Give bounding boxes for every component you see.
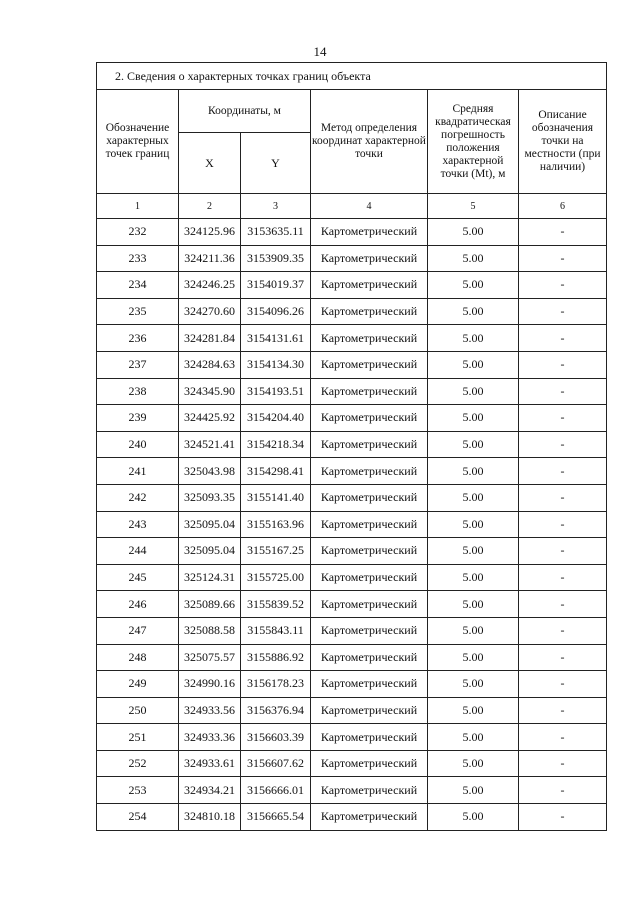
coord-x-cell: 324345.90: [179, 378, 241, 405]
coord-x-cell: 324990.16: [179, 671, 241, 698]
table-row: [97, 245, 607, 272]
accuracy-cell: 5.00: [428, 431, 519, 458]
table-row: [97, 750, 607, 777]
coord-y-cell: 3156178.23: [241, 671, 311, 698]
description-cell: -: [519, 378, 607, 405]
coord-x-cell: 325088.58: [179, 617, 241, 644]
point-id-cell: 242: [97, 484, 179, 511]
table-row: [97, 298, 607, 325]
accuracy-cell: 5.00: [428, 325, 519, 352]
column-number: 6: [519, 194, 607, 219]
header-x: X: [179, 133, 241, 194]
coord-y-cell: 3156665.54: [241, 804, 311, 831]
page-number: 14: [313, 44, 327, 59]
description-cell: -: [519, 298, 607, 325]
description-cell: -: [519, 484, 607, 511]
coord-x-cell: 324284.63: [179, 351, 241, 378]
method-cell: Картометрический: [311, 351, 428, 378]
accuracy-cell: 5.00: [428, 378, 519, 405]
table-row: [97, 564, 607, 591]
description-cell: -: [519, 617, 607, 644]
description-cell: -: [519, 219, 607, 246]
description-cell: -: [519, 671, 607, 698]
accuracy-cell: 5.00: [428, 591, 519, 618]
table-row: [97, 804, 607, 831]
accuracy-cell: 5.00: [428, 697, 519, 724]
section-title: 2. Сведения о характерных точках границ объекта: [97, 63, 607, 90]
table-row: [97, 458, 607, 485]
accuracy-cell: 5.00: [428, 671, 519, 698]
coord-y-cell: 3154131.61: [241, 325, 311, 352]
header-coordinates: Координаты, м: [179, 90, 311, 133]
description-cell: -: [519, 405, 607, 432]
accuracy-cell: 5.00: [428, 777, 519, 804]
point-id-cell: 244: [97, 538, 179, 565]
coord-y-cell: 3156666.01: [241, 777, 311, 804]
description-cell: -: [519, 431, 607, 458]
point-id-cell: 234: [97, 272, 179, 299]
method-cell: Картометрический: [311, 591, 428, 618]
description-cell: -: [519, 325, 607, 352]
accuracy-cell: 5.00: [428, 511, 519, 538]
method-cell: Картометрический: [311, 697, 428, 724]
point-id-cell: 235: [97, 298, 179, 325]
point-id-cell: 254: [97, 804, 179, 831]
coord-x-cell: 324211.36: [179, 245, 241, 272]
method-cell: Картометрический: [311, 458, 428, 485]
coord-x-cell: 325095.04: [179, 538, 241, 565]
description-cell: -: [519, 511, 607, 538]
coord-x-cell: 324281.84: [179, 325, 241, 352]
coord-y-cell: 3154019.37: [241, 272, 311, 299]
coord-y-cell: 3155843.11: [241, 617, 311, 644]
accuracy-cell: 5.00: [428, 484, 519, 511]
description-cell: -: [519, 750, 607, 777]
coord-x-cell: 324933.36: [179, 724, 241, 751]
point-id-cell: 253: [97, 777, 179, 804]
table-row: [97, 378, 607, 405]
method-cell: Картометрический: [311, 617, 428, 644]
description-cell: -: [519, 245, 607, 272]
method-cell: Картометрический: [311, 564, 428, 591]
coord-y-cell: 3154193.51: [241, 378, 311, 405]
header-designation: Обозначение характерных точек границ: [97, 90, 179, 194]
accuracy-cell: 5.00: [428, 219, 519, 246]
column-number: 3: [241, 194, 311, 219]
coord-y-cell: 3154204.40: [241, 405, 311, 432]
table-row: [97, 724, 607, 751]
method-cell: Картометрический: [311, 750, 428, 777]
coord-y-cell: 3155839.52: [241, 591, 311, 618]
accuracy-cell: 5.00: [428, 724, 519, 751]
point-id-cell: 246: [97, 591, 179, 618]
accuracy-cell: 5.00: [428, 272, 519, 299]
header-accuracy: Средняя квадратическая погрешность положения характерной точки (Mt), м: [428, 90, 519, 194]
table-row: [97, 351, 607, 378]
coord-y-cell: 3153909.35: [241, 245, 311, 272]
method-cell: Картометрический: [311, 777, 428, 804]
accuracy-cell: 5.00: [428, 804, 519, 831]
coord-x-cell: 324933.61: [179, 750, 241, 777]
point-id-cell: 241: [97, 458, 179, 485]
coord-x-cell: 324246.25: [179, 272, 241, 299]
coord-y-cell: 3155886.92: [241, 644, 311, 671]
description-cell: -: [519, 724, 607, 751]
accuracy-cell: 5.00: [428, 617, 519, 644]
point-id-cell: 247: [97, 617, 179, 644]
coord-x-cell: 324270.60: [179, 298, 241, 325]
description-cell: -: [519, 272, 607, 299]
point-id-cell: 245: [97, 564, 179, 591]
coord-y-cell: 3155725.00: [241, 564, 311, 591]
coord-y-cell: 3156603.39: [241, 724, 311, 751]
point-id-cell: 238: [97, 378, 179, 405]
coord-x-cell: 325095.04: [179, 511, 241, 538]
method-cell: Картометрический: [311, 804, 428, 831]
coord-y-cell: 3154218.34: [241, 431, 311, 458]
coord-x-cell: 325089.66: [179, 591, 241, 618]
point-id-cell: 249: [97, 671, 179, 698]
coord-x-cell: 325075.57: [179, 644, 241, 671]
header-method: Метод определения координат характерной точки: [311, 90, 428, 194]
coord-x-cell: 324521.41: [179, 431, 241, 458]
coord-x-cell: 324125.96: [179, 219, 241, 246]
accuracy-cell: 5.00: [428, 750, 519, 777]
accuracy-cell: 5.00: [428, 458, 519, 485]
description-cell: -: [519, 644, 607, 671]
coord-y-cell: 3154096.26: [241, 298, 311, 325]
description-cell: -: [519, 777, 607, 804]
method-cell: Картометрический: [311, 325, 428, 352]
column-number: 2: [179, 194, 241, 219]
table-row: [97, 511, 607, 538]
method-cell: Картометрический: [311, 245, 428, 272]
method-cell: Картометрический: [311, 378, 428, 405]
point-id-cell: 233: [97, 245, 179, 272]
column-number: 4: [311, 194, 428, 219]
column-number: 1: [97, 194, 179, 219]
method-cell: Картометрический: [311, 272, 428, 299]
method-cell: Картометрический: [311, 538, 428, 565]
point-id-cell: 239: [97, 405, 179, 432]
method-cell: Картометрический: [311, 431, 428, 458]
table-row: [97, 484, 607, 511]
header-description: Описание обозначения точки на местности (при наличии): [519, 90, 607, 194]
coord-x-cell: 324425.92: [179, 405, 241, 432]
coord-y-cell: 3153635.11: [241, 219, 311, 246]
table-row: [97, 644, 607, 671]
method-cell: Картометрический: [311, 219, 428, 246]
coord-x-cell: 325043.98: [179, 458, 241, 485]
point-id-cell: 232: [97, 219, 179, 246]
description-cell: -: [519, 538, 607, 565]
method-cell: Картометрический: [311, 671, 428, 698]
table-row: [97, 325, 607, 352]
table-row: [97, 777, 607, 804]
point-id-cell: 243: [97, 511, 179, 538]
coord-y-cell: 3154134.30: [241, 351, 311, 378]
point-id-cell: 240: [97, 431, 179, 458]
accuracy-cell: 5.00: [428, 405, 519, 432]
boundary-points-table: [96, 62, 607, 831]
accuracy-cell: 5.00: [428, 351, 519, 378]
description-cell: -: [519, 458, 607, 485]
table-row: [97, 405, 607, 432]
description-cell: -: [519, 591, 607, 618]
accuracy-cell: 5.00: [428, 564, 519, 591]
table-row: [97, 697, 607, 724]
method-cell: Картометрический: [311, 644, 428, 671]
coord-x-cell: 324933.56: [179, 697, 241, 724]
coord-y-cell: 3155167.25: [241, 538, 311, 565]
coord-x-cell: 325124.31: [179, 564, 241, 591]
method-cell: Картометрический: [311, 405, 428, 432]
method-cell: Картометрический: [311, 511, 428, 538]
accuracy-cell: 5.00: [428, 538, 519, 565]
method-cell: Картометрический: [311, 298, 428, 325]
coord-y-cell: 3154298.41: [241, 458, 311, 485]
point-id-cell: 250: [97, 697, 179, 724]
method-cell: Картометрический: [311, 484, 428, 511]
point-id-cell: 237: [97, 351, 179, 378]
coord-x-cell: 325093.35: [179, 484, 241, 511]
table-row: [97, 671, 607, 698]
coord-y-cell: 3155141.40: [241, 484, 311, 511]
description-cell: -: [519, 351, 607, 378]
accuracy-cell: 5.00: [428, 245, 519, 272]
table-body: [97, 219, 607, 831]
point-id-cell: 248: [97, 644, 179, 671]
coord-y-cell: 3156607.62: [241, 750, 311, 777]
coord-x-cell: 324934.21: [179, 777, 241, 804]
table-row: [97, 617, 607, 644]
table-row: [97, 591, 607, 618]
point-id-cell: 236: [97, 325, 179, 352]
accuracy-cell: 5.00: [428, 644, 519, 671]
description-cell: -: [519, 697, 607, 724]
table-row: [97, 219, 607, 246]
coord-y-cell: 3156376.94: [241, 697, 311, 724]
coord-x-cell: 324810.18: [179, 804, 241, 831]
description-cell: -: [519, 564, 607, 591]
coord-y-cell: 3155163.96: [241, 511, 311, 538]
description-cell: -: [519, 804, 607, 831]
table-row: [97, 431, 607, 458]
table-row: [97, 538, 607, 565]
point-id-cell: 252: [97, 750, 179, 777]
header-y: Y: [241, 133, 311, 194]
table-row: [97, 272, 607, 299]
accuracy-cell: 5.00: [428, 298, 519, 325]
point-id-cell: 251: [97, 724, 179, 751]
method-cell: Картометрический: [311, 724, 428, 751]
column-number-row: [97, 194, 607, 219]
column-number: 5: [428, 194, 519, 219]
